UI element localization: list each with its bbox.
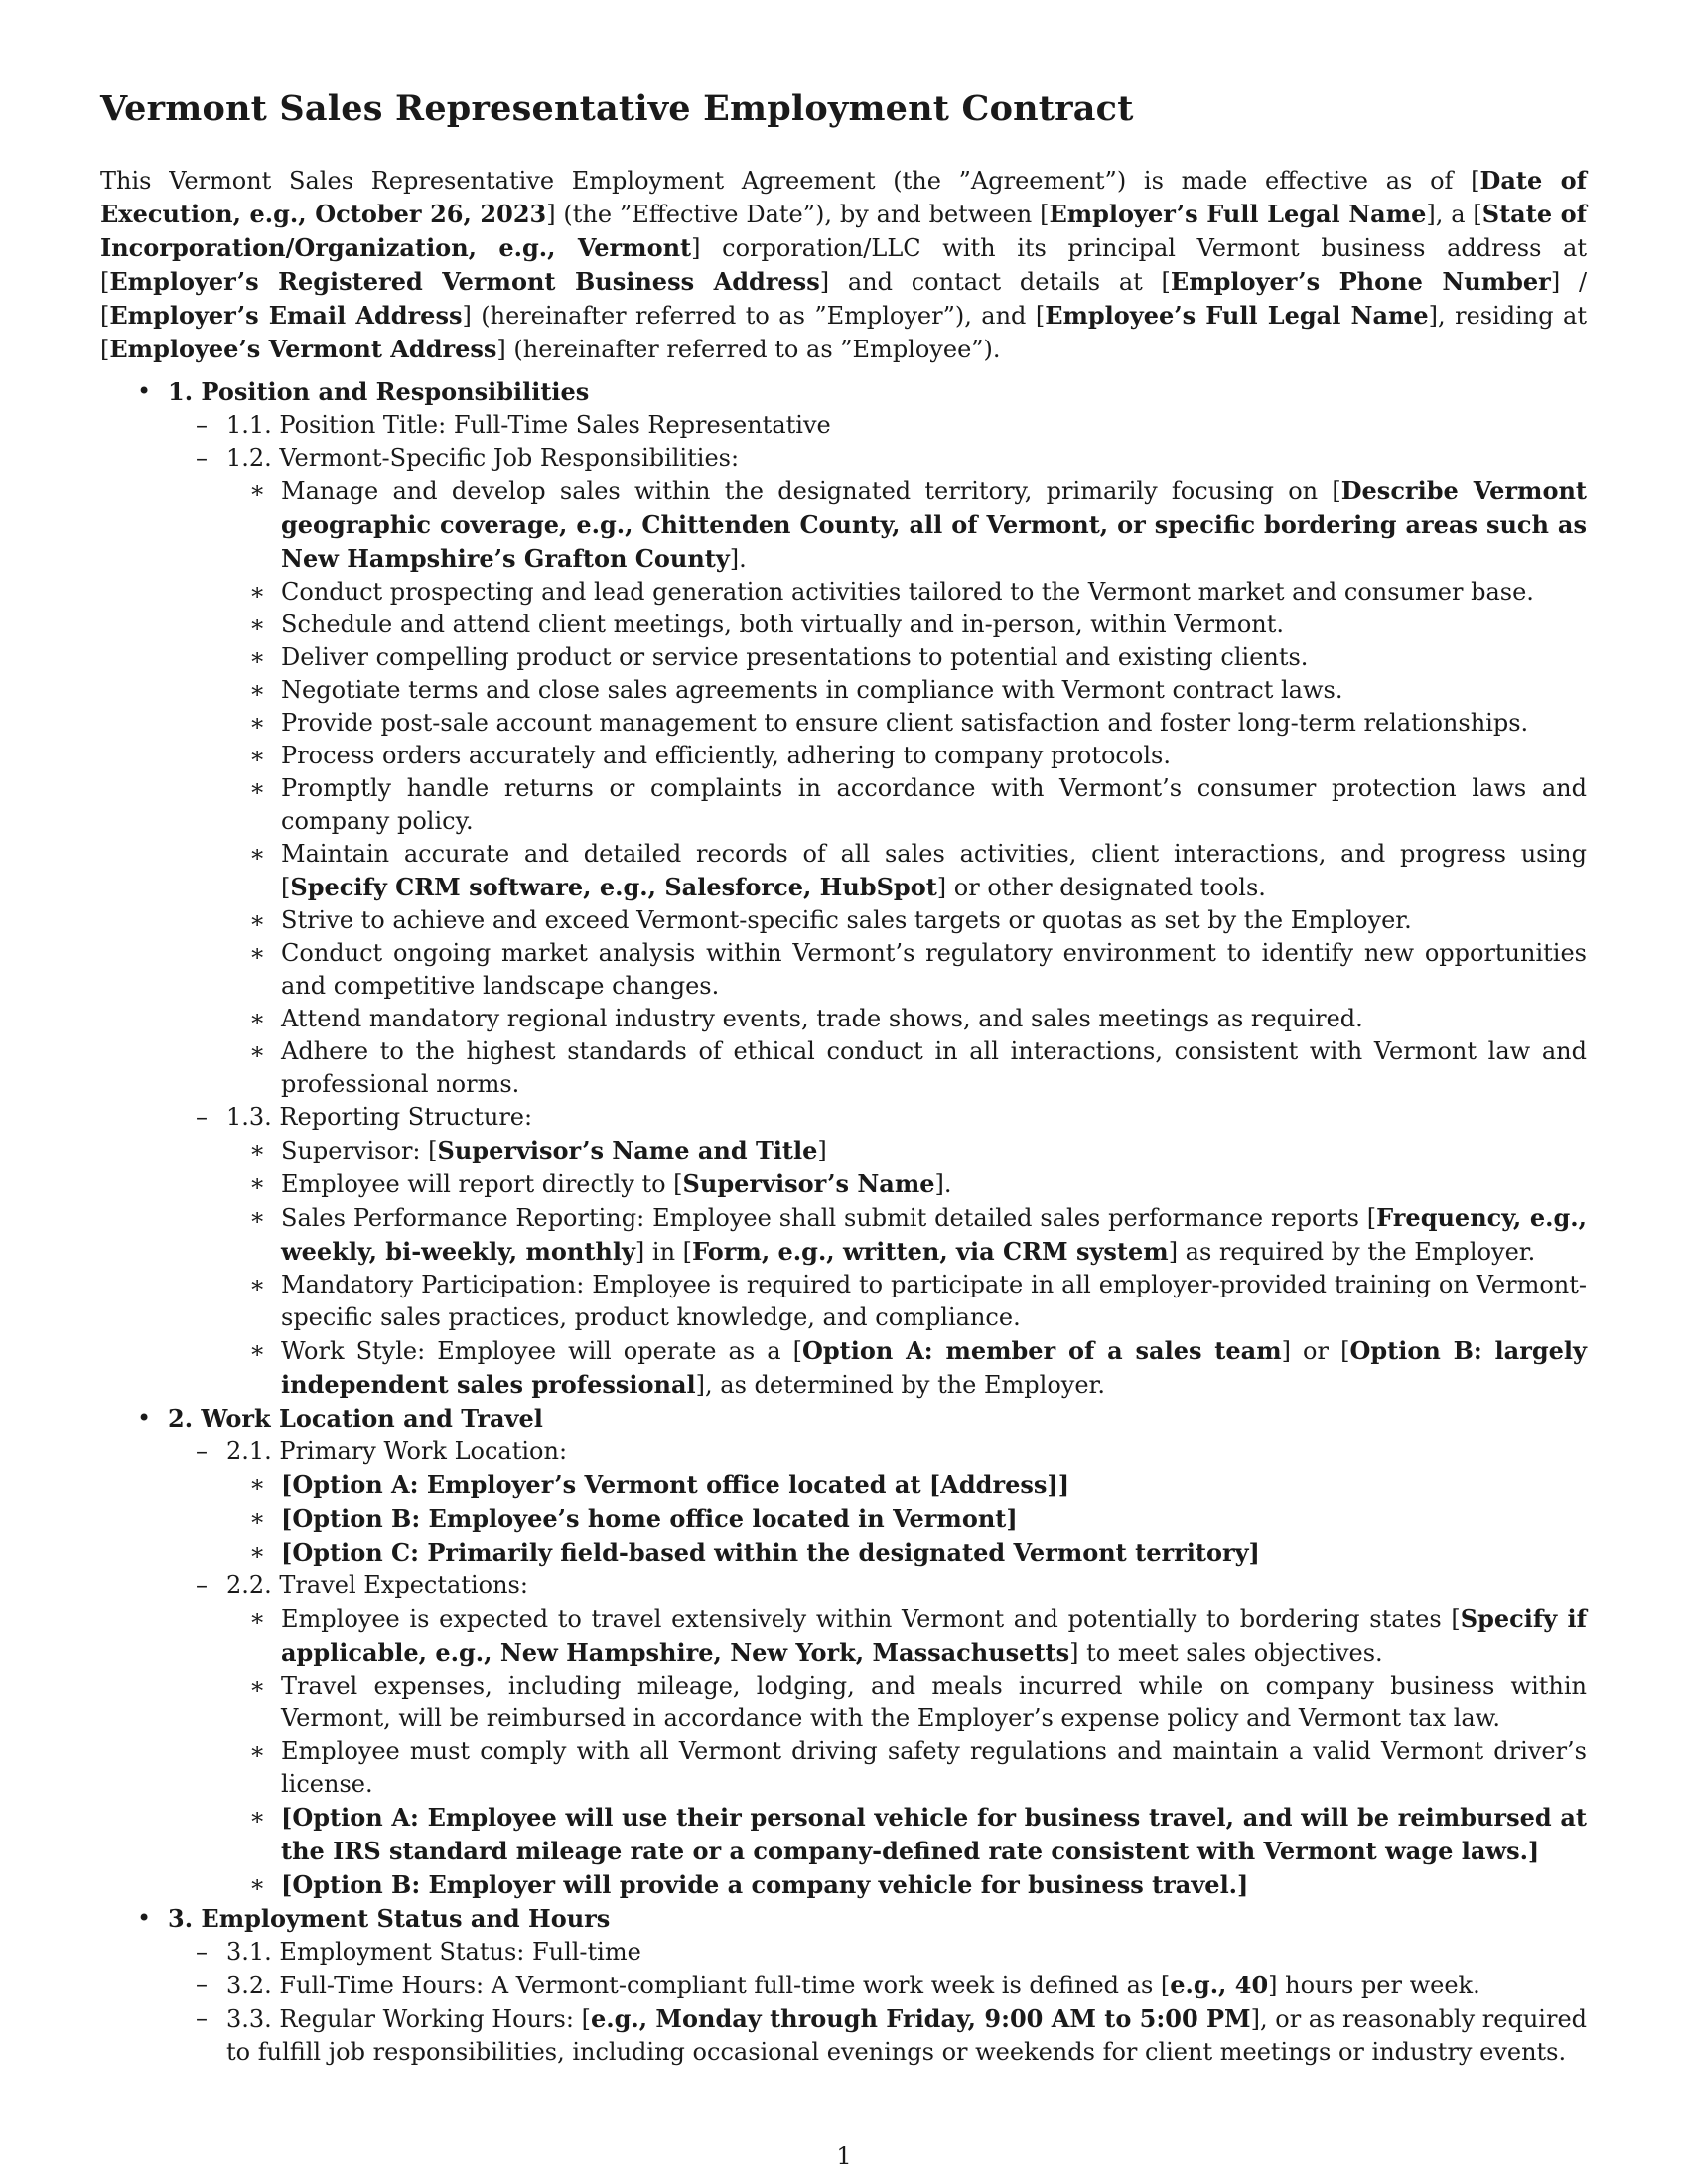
item-text: ].: [729, 545, 747, 573]
list-item: [100, 772, 1587, 838]
placeholder-option-b: [Option B: Employer will provide a company vehicle for business travel.]: [281, 1870, 1249, 1899]
item-text: Employee will report directly to [: [281, 1170, 683, 1198]
placeholder-crm: Specify CRM software, e.g., Salesforce, HubSpot: [290, 873, 937, 901]
section-2: [100, 1402, 1587, 1435]
item-text: Schedule and attend client meetings, both virtually and in-person, within Vermont.: [281, 611, 1285, 638]
placeholder-states: Specify if applicable, e.g., New Hampshire, New York, Massachusetts: [281, 1604, 1587, 1667]
list-item: [100, 641, 1587, 674]
clause-text: ] hours per week.: [1268, 1972, 1480, 1999]
item-text: ] in [: [634, 1238, 693, 1266]
intro-text: ] and contact details at [: [819, 268, 1171, 296]
star-marker: ∗: [249, 1336, 266, 1364]
item-text: Sales Performance Reporting: Employee shall submit detailed sales performance reports [: [281, 1204, 1377, 1232]
intro-text: ], residing at [: [100, 302, 1588, 363]
placeholder-option-c: [Option C: Primarily field-based within the designated Vermont territory]: [281, 1538, 1260, 1567]
intro-text: ] (the ”Effective Date”), by and between [: [546, 201, 1050, 228]
clause-3-1: [100, 1936, 1587, 1969]
item-text: Deliver compelling product or service presentations to potential and existing clients.: [281, 643, 1309, 671]
dash-marker: –: [196, 1571, 208, 1599]
item-text: Adhere to the highest standards of ethical conduct in all interactions, consistent with Vermont law and professional norms.: [281, 1037, 1587, 1098]
list-item: [100, 707, 1587, 740]
list-item: [100, 904, 1587, 937]
item-text: Work Style: Employee will operate as a [: [281, 1337, 802, 1365]
item-text: Negotiate terms and close sales agreements in compliance with Vermont contract laws.: [281, 676, 1343, 704]
item-text: Travel expenses, including mileage, lodging, and meals incurred while on company business within Vermont, will be reimbursed in accordance with the Employer’s expense policy and Vermont tax law.: [281, 1672, 1587, 1732]
star-marker: ∗: [249, 1005, 266, 1032]
placeholder-working-hours: e.g., Monday through Friday, 9:00 AM to 5:00 PM: [590, 2004, 1251, 2033]
item-text: Employee must comply with all Vermont driving safety regulations and maintain a valid Vermont driver’s license.: [281, 1737, 1587, 1798]
list-item: [100, 740, 1587, 772]
placeholder-hours: e.g., 40: [1170, 1971, 1269, 1999]
list-item: [100, 1269, 1587, 1334]
clause-text: ], or as reasonably required to fulfill job responsibilities, including occasional evenings or weekends for client meetings or industry events.: [226, 2005, 1588, 2066]
star-marker: ∗: [249, 1470, 266, 1498]
placeholder-employer-address: Employer’s Registered Vermont Business Address: [109, 267, 820, 296]
intro-text: ] (hereinafter referred to as ”Employee”).: [496, 336, 1001, 363]
item-text: ], as determined by the Employer.: [695, 1371, 1105, 1399]
section-3: [100, 1902, 1587, 1936]
item-text: Supervisor: [: [281, 1137, 438, 1164]
clause-text: 1.2. Vermont-Specific Job Responsibilities:: [226, 444, 740, 472]
star-marker: ∗: [249, 906, 266, 934]
item-text: ] or [: [1281, 1337, 1350, 1365]
bullet-marker: •: [137, 1404, 152, 1432]
item-text: Conduct prospecting and lead generation activities tailored to the Vermont market and consumer base.: [281, 578, 1534, 606]
bullet-marker: •: [137, 1904, 152, 1932]
section-heading: 2. Work Location and Travel: [168, 1404, 543, 1433]
item-text: Provide post-sale account management to ensure client satisfaction and foster long-term relationships.: [281, 709, 1529, 737]
placeholder-state: State of Incorporation/Organization, e.g., Vermont: [100, 200, 1587, 262]
intro-text: ] / [: [100, 268, 1588, 330]
placeholder-option-a: [Option A: Employee will use their personal vehicle for business travel, and will be reimbursed at the IRS standard mileage rate or a company-defined rate consistent with Vermont wage laws.]: [281, 1803, 1587, 1865]
star-marker: ∗: [249, 742, 266, 769]
list-item: [100, 609, 1587, 641]
star-marker: ∗: [249, 477, 266, 504]
list-item: [100, 1035, 1587, 1101]
clause-text: 2.1. Primary Work Location:: [226, 1437, 568, 1465]
dash-marker: –: [196, 1437, 208, 1465]
list-item: [100, 1468, 1587, 1502]
placeholder-employer-name: Employer’s Full Legal Name: [1049, 200, 1427, 228]
dash-marker: –: [196, 1938, 208, 1966]
clause-2-2: [100, 1570, 1587, 1602]
item-text: Promptly handle returns or complaints in accordance with Vermont’s consumer protection laws and company policy.: [281, 774, 1587, 835]
item-text: Attend mandatory regional industry events, trade shows, and sales meetings as required.: [281, 1005, 1363, 1032]
list-item: [100, 1602, 1587, 1670]
intro-text: This Vermont Sales Representative Employment Agreement (the ”Agreement”) is made effective as of [: [100, 167, 1480, 195]
placeholder-frequency: Frequency, e.g., weekly, bi-weekly, monthly: [281, 1203, 1587, 1266]
placeholder-supervisor-title: Supervisor’s Name and Title: [437, 1136, 818, 1164]
dash-marker: –: [196, 411, 208, 439]
list-item: [100, 576, 1587, 609]
clause-3-2: [100, 1969, 1587, 2002]
list-item: [100, 1868, 1587, 1902]
placeholder-option-a: [Option A: Employer’s Vermont office located at [Address]]: [281, 1470, 1070, 1499]
placeholder-option-b: Option B: largely independent sales professional: [281, 1336, 1587, 1399]
list-item: [100, 937, 1587, 1003]
star-marker: ∗: [249, 1672, 266, 1700]
item-text: Mandatory Participation: Employee is required to participate in all employer-provided training on Vermont-specific sales practices, product knowledge, and compliance.: [281, 1271, 1587, 1331]
clause-2-1: [100, 1435, 1587, 1468]
item-text: ]: [817, 1137, 827, 1164]
item-text: ] or other designated tools.: [936, 874, 1266, 901]
clause-text: 2.2. Travel Expectations:: [226, 1571, 528, 1599]
placeholder-form: Form, e.g., written, via CRM system: [692, 1237, 1169, 1266]
item-text: Employee is expected to travel extensively within Vermont and potentially to bordering states [: [281, 1605, 1461, 1633]
star-marker: ∗: [249, 1870, 266, 1898]
section-heading: 3. Employment Status and Hours: [168, 1904, 611, 1933]
star-marker: ∗: [249, 578, 266, 606]
star-marker: ∗: [249, 1271, 266, 1298]
clause-1-1: [100, 409, 1587, 442]
page-number: 1: [836, 2142, 852, 2170]
intro-text: ], a [: [1426, 201, 1482, 228]
clause-text: 1.3. Reporting Structure:: [226, 1103, 533, 1131]
list-item: [100, 1201, 1587, 1269]
list-item: [100, 674, 1587, 707]
clause-text: 3.1. Employment Status: Full-time: [226, 1938, 641, 1966]
document-title: Vermont Sales Representative Employment Contract: [100, 88, 1134, 129]
sections-list: [100, 375, 1587, 2069]
item-text: ].: [934, 1170, 952, 1198]
intro-text: ] corporation/LLC with its principal Vermont business address at [: [100, 234, 1588, 296]
clause-3-3: [100, 2002, 1587, 2069]
intro-text: ] (hereinafter referred to as ”Employer”), and [: [462, 302, 1046, 330]
list-item: [100, 1801, 1587, 1868]
placeholder-supervisor-name: Supervisor’s Name: [682, 1169, 935, 1198]
star-marker: ∗: [249, 709, 266, 737]
dash-marker: –: [196, 2004, 208, 2032]
placeholder-employee-address: Employee’s Vermont Address: [109, 335, 497, 363]
star-marker: ∗: [249, 611, 266, 638]
list-item: [100, 1735, 1587, 1801]
list-item: [100, 1167, 1587, 1201]
list-item: [100, 1334, 1587, 1402]
list-item: [100, 838, 1587, 904]
star-marker: ∗: [249, 939, 266, 967]
list-item: [100, 1536, 1587, 1570]
star-marker: ∗: [249, 676, 266, 704]
star-marker: ∗: [249, 774, 266, 802]
star-marker: ∗: [249, 643, 266, 671]
list-item: [100, 1670, 1587, 1735]
star-marker: ∗: [249, 1737, 266, 1765]
clause-1-2: [100, 442, 1587, 475]
clause-text: 3.2. Full-Time Hours: A Vermont-compliant full-time work week is defined as [: [226, 1972, 1171, 1999]
list-item: [100, 1134, 1587, 1167]
placeholder-option-b: [Option B: Employee’s home office located in Vermont]: [281, 1504, 1018, 1533]
item-text: Process orders accurately and efficiently, adhering to company protocols.: [281, 742, 1171, 769]
dash-marker: –: [196, 444, 208, 472]
clause-1-3: [100, 1101, 1587, 1134]
item-text: Strive to achieve and exceed Vermont-specific sales targets or quotas as set by the Employer.: [281, 906, 1412, 934]
dash-marker: –: [196, 1103, 208, 1131]
star-marker: ∗: [249, 1037, 266, 1065]
star-marker: ∗: [249, 1538, 266, 1566]
item-text: ] to meet sales objectives.: [1069, 1639, 1383, 1667]
list-item: [100, 1502, 1587, 1536]
placeholder-geography: Describe Vermont geographic coverage, e.g., Chittenden County, all of Vermont, or specific bordering areas such as New Hampshire’s Grafton County: [281, 477, 1587, 573]
placeholder-employer-phone: Employer’s Phone Number: [1170, 267, 1551, 296]
placeholder-option-a: Option A: member of a sales team: [801, 1336, 1282, 1365]
dash-marker: –: [196, 1971, 208, 1998]
placeholder-date: Date of Execution, e.g., October 26, 2023: [100, 166, 1588, 228]
star-marker: ∗: [249, 1803, 266, 1831]
star-marker: ∗: [249, 1169, 266, 1197]
bullet-marker: •: [137, 377, 152, 405]
clause-text: 3.3. Regular Working Hours: [: [226, 2005, 591, 2033]
item-text: ] as required by the Employer.: [1168, 1238, 1536, 1266]
intro-paragraph: [100, 164, 1587, 366]
list-item: [100, 1003, 1587, 1035]
placeholder-employee-name: Employee’s Full Legal Name: [1045, 301, 1429, 330]
item-text: Manage and develop sales within the designated territory, primarily focusing on [: [281, 478, 1341, 505]
star-marker: ∗: [249, 840, 266, 868]
star-marker: ∗: [249, 1504, 266, 1532]
section-1: [100, 375, 1587, 409]
document-page: [100, 87, 1587, 2069]
item-text: Maintain accurate and detailed records of all sales activities, client interactions, and progress using [: [281, 840, 1587, 901]
star-marker: ∗: [249, 1604, 266, 1632]
clause-text: 1.1. Position Title: Full-Time Sales Representative: [226, 411, 831, 439]
star-marker: ∗: [249, 1203, 266, 1231]
section-heading: 1. Position and Responsibilities: [168, 377, 590, 406]
star-marker: ∗: [249, 1136, 266, 1163]
item-text: Conduct ongoing market analysis within Vermont’s regulatory environment to identify new opportunities and competitive landscape changes.: [281, 939, 1587, 1000]
placeholder-employer-email: Employer’s Email Address: [109, 301, 463, 330]
list-item: [100, 475, 1587, 576]
